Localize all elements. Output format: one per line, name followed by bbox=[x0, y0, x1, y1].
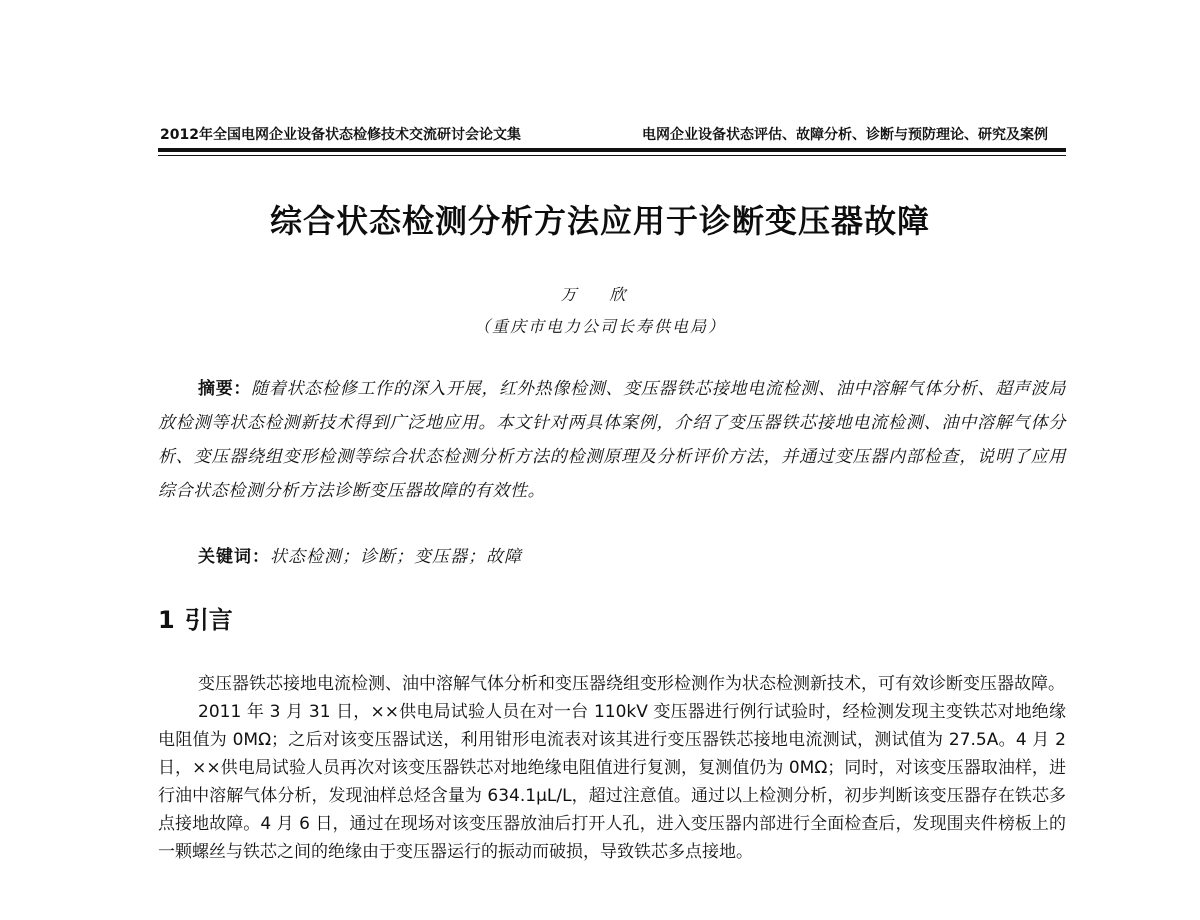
keywords bbox=[158, 540, 1066, 574]
keywords-label: 关键词： bbox=[198, 547, 270, 567]
running-header-left: 2012年全国电网企业设备状态检修技术交流研讨会论文集 bbox=[160, 127, 521, 143]
paragraph: 2011 年 3 月 31 日，××供电局试验人员在对一台 110kV 变压器进行例行试验时，经检测发现主变铁芯对地绝缘电阻值为 0MΩ；之后对该变压器试送，利用钳形电流表对该其进行变压器铁芯接地电流测试，测试值为 27.5A。4 月 2 日，××供电局试验人员再次对该变压器铁芯对地绝缘电阻值进行复测，复测值仍为 0MΩ；同时，对该变压器取油样，进行油中溶解气体分析，发现油样总烃含量为 634.1μL/L，超过注意值。通过以上检测分析，初步判断该变压器存在铁芯多点接地故障。4 月 6 日，通过在现场对该变压器放油后打开人孔，进入变压器内部进行全面检查后，发现围夹件榜板上的一颗螺丝与铁芯之间的绝缘由于变压器运行的振动而破损，导致铁芯多点接地。 bbox=[158, 702, 1066, 862]
author-name: 万 欣 bbox=[560, 285, 640, 304]
running-header bbox=[158, 120, 1066, 146]
paper-title: 综合状态检测分析方法应用于诊断变压器故障 bbox=[269, 202, 930, 240]
section-number: 1 bbox=[158, 606, 175, 634]
abstract-text: 随着状态检修工作的深入开展，红外热像检测、变压器铁芯接地电流检测、油中溶解气体分析、超声波局放检测等状态检测新技术得到广泛地应用。本文针对两具体案例，介绍了变压器铁芯接地电流检测、油中溶解气体分析、变压器绕组变形检测等综合状态检测分析方法的检测原理及分析评价方法，并通过变压器内部检查，说明了应用综合状态检测分析方法诊断变压器故障的有效性。 bbox=[158, 379, 1066, 501]
header-rule-thin bbox=[158, 155, 1066, 156]
header-rule-thick bbox=[158, 148, 1066, 152]
paragraph: 变压器铁芯接地电流检测、油中溶解气体分析和变压器绕组变形检测作为状态检测新技术，可有效诊断变压器故障。 bbox=[198, 674, 1065, 694]
running-header-right: 电网企业设备状态评估、故障分析、诊断与预防理论、研究及案例 bbox=[642, 127, 1048, 143]
author-affiliation: （重庆市电力公司长寿供电局） bbox=[473, 317, 726, 336]
keywords-text: 状态检测；诊断；变压器；故障 bbox=[270, 547, 522, 567]
body-text bbox=[158, 670, 1066, 866]
abstract bbox=[158, 372, 1066, 508]
section-title: 引言 bbox=[184, 606, 233, 634]
section-heading bbox=[158, 600, 233, 635]
abstract-label: 摘要： bbox=[198, 379, 252, 399]
